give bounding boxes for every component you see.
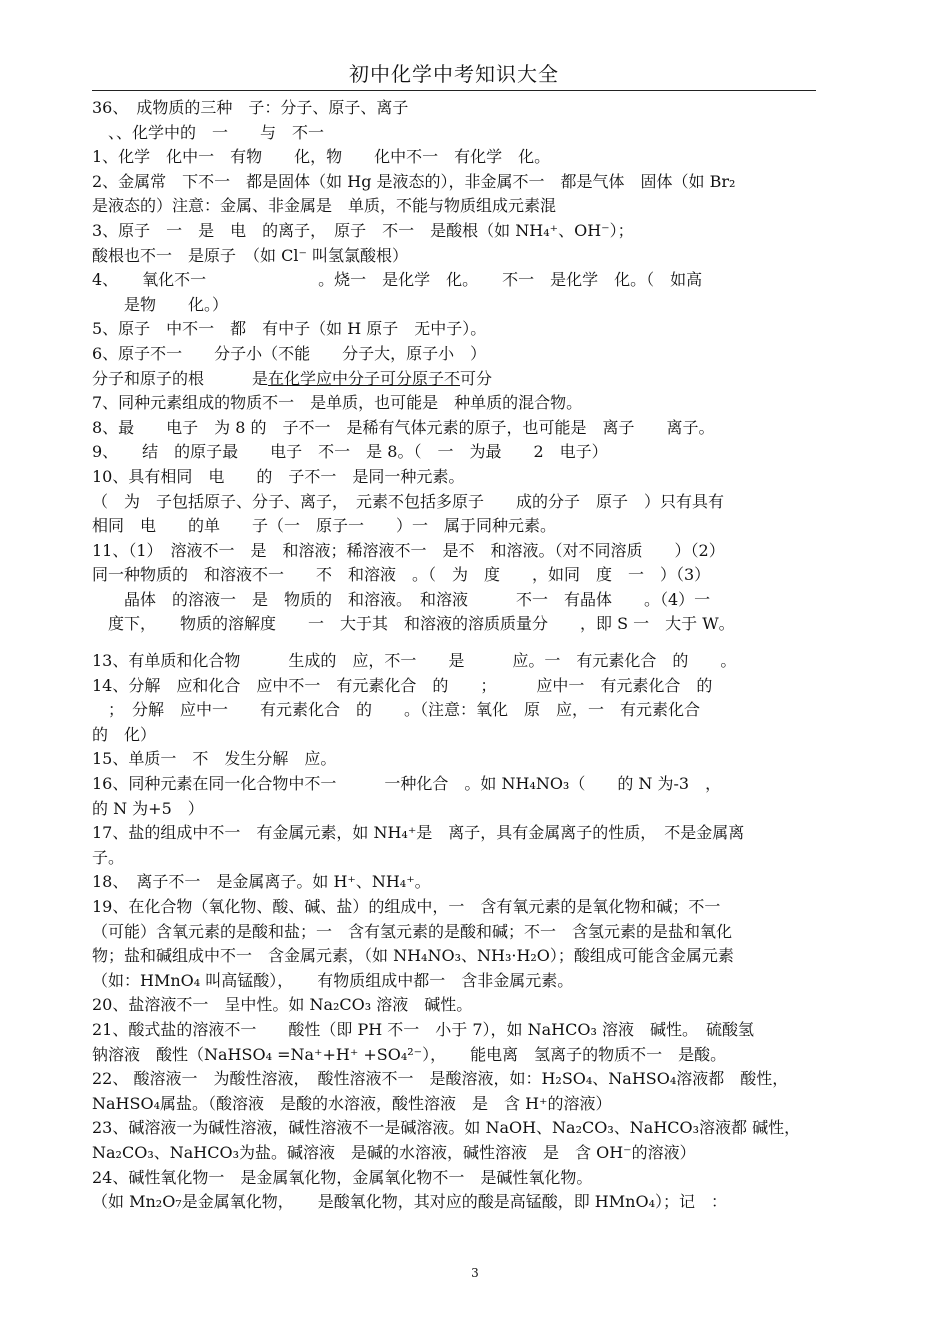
text-line bbox=[92, 821, 862, 846]
line-text: 36、 成物质的三种 子：分子、原子、离子 bbox=[92, 98, 409, 117]
text-line bbox=[92, 317, 862, 342]
text-line bbox=[92, 674, 862, 699]
text-line bbox=[92, 244, 862, 269]
line-text: （如：HMnO₄ 叫高锰酸）， 有物质组成中都一 含非金属元素。 bbox=[92, 970, 574, 990]
text-line bbox=[92, 145, 862, 170]
line-text: ； 分解 应中一 有元素化合 的 。（注意：氧化 原 应，一 有元素化合 bbox=[92, 700, 701, 720]
line-text: 13、有单质和化合物 生成的 应，不一 是 应。一 有元素化合 的 。 bbox=[92, 651, 737, 671]
line-text: 7、同种元素组成的物质不一 是单质，也可能是 种单质的混合物。 bbox=[92, 393, 583, 413]
line-text: 16、同种元素在同一化合物中不一 一种化合 。如 NH₄NO₃（ 的 N 为-3 ， bbox=[92, 774, 722, 794]
line-text: 18、 离子不一 是金属离子。如 H⁺、NH₄⁺。 bbox=[92, 872, 431, 892]
text-line bbox=[92, 391, 862, 416]
text-line bbox=[92, 920, 862, 945]
text-line bbox=[92, 268, 862, 293]
line-text: （ 为 子包括原子、分子、离子， 元素不包括多原子 成的分子 原子 ）只有具有 bbox=[92, 491, 725, 511]
page-title: 初中化学中考知识大全 bbox=[92, 58, 816, 91]
line-text: 20、盐溶液不一 呈中性。如 Na₂CO₃ 溶液 碱性。 bbox=[92, 995, 473, 1015]
line-text: 分子和原子的根 是 bbox=[92, 368, 269, 388]
line-text-tail: 可分 bbox=[460, 368, 493, 388]
text-line bbox=[92, 649, 862, 674]
line-text: 9、 结 的原子最 电子 不一 是 8。（ 一 为最 2 电子） bbox=[92, 442, 608, 462]
text-line bbox=[92, 1043, 862, 1068]
line-text: 22、 酸溶液一 为酸性溶液， 酸性溶液不一 是酸溶液，如：H₂SO₄、NaHSO₄溶液都 酸性， bbox=[92, 1069, 789, 1089]
underlined-text: 在化学应中分子可分原子不 bbox=[268, 368, 461, 388]
text-line bbox=[92, 846, 862, 871]
line-text: （如 Mn₂O₇是金属氧化物， 是酸氧化物，其对应的酸是高锰酸，即 HMnO₄）；记 ： bbox=[92, 1192, 727, 1212]
line-text: 10、具有相同 电 的 子不一 是同一种元素。 bbox=[92, 466, 465, 486]
text-line bbox=[92, 440, 862, 465]
text-line bbox=[92, 588, 862, 613]
line-text: 是液态的）注意：金属、非金属是 单质，不能与物质组成元素混 bbox=[92, 196, 557, 216]
line-text: 晶体 的溶液一 是 物质的 和溶液。 和溶液 不一 有晶体 。（4）一 bbox=[92, 589, 711, 609]
spacer bbox=[92, 637, 862, 649]
page-number: 3 bbox=[471, 1266, 479, 1280]
line-text: 15、单质一 不 发生分解 应。 bbox=[92, 749, 337, 769]
line-text: 同一种物质的 和溶液不一 不 和溶液 。（ 为 度 ，如同 度 一 ）（3） bbox=[92, 565, 711, 585]
line-text: Na₂CO₃、NaHCO₃为盐。碱溶液 是碱的水溶液，碱性溶液 是 含 OH⁻的溶液） bbox=[92, 1142, 696, 1162]
text-line bbox=[92, 1190, 862, 1215]
line-text: 4、 氧化不一 。烧一 是化学 化。 不一 是化学 化。（ 如高 bbox=[92, 270, 703, 290]
line-text: 8、最 电子 为 8 的 子不一 是稀有气体元素的原子，也可能是 离子 离子。 bbox=[92, 417, 715, 437]
text-line bbox=[92, 698, 862, 723]
text-line bbox=[92, 993, 862, 1018]
line-text: 5、原子 中不一 都 有中子（如 H 原子 无中子）。 bbox=[92, 319, 487, 339]
text-line bbox=[92, 1141, 862, 1166]
line-text: 物；盐和碱组成中不一 含金属元素，（如 NH₄NO₃、NH₃·H₂O）；酸组成可能含金属元素 bbox=[92, 946, 734, 966]
text-line bbox=[92, 342, 862, 367]
line-text: 是物 化。） bbox=[92, 294, 229, 314]
text-line bbox=[92, 1092, 862, 1117]
text-line bbox=[92, 121, 862, 146]
line-text: 的 N 为+5 ） bbox=[92, 798, 204, 818]
text-line bbox=[92, 293, 862, 318]
line-text: 19、在化合物（氧化物、酸、碱、盐）的组成中，一 含有氧元素的是氧化物和碱；不一 bbox=[92, 897, 721, 916]
line-text: 钠溶液 酸性（NaHSO₄ =Na⁺+H⁺ +SO₄²⁻）， 能电离 氢离子的物质不一 是酸。 bbox=[92, 1044, 727, 1064]
line-text: 相同 电 的单 子（一 原子一 ）一 属于同种元素。 bbox=[92, 516, 557, 536]
line-text: 11、（1） 溶液不一 是 和溶液；稀溶液不一 是不 和溶液。（对不同溶质 ）（2） bbox=[92, 540, 725, 560]
line-text: 子。 bbox=[92, 847, 125, 867]
text-line bbox=[92, 416, 862, 441]
text-line bbox=[92, 895, 862, 920]
text-line bbox=[92, 723, 862, 748]
text-line bbox=[92, 367, 862, 392]
text-line bbox=[92, 219, 862, 244]
text-line bbox=[92, 1067, 862, 1092]
line-text: 、、化学中的 一 与 不一 bbox=[92, 122, 325, 142]
text-line bbox=[92, 539, 862, 564]
text-line bbox=[92, 944, 862, 969]
text-line bbox=[92, 772, 862, 797]
text-line bbox=[92, 465, 862, 490]
text-line bbox=[92, 1116, 862, 1141]
text-line bbox=[92, 1018, 862, 1043]
text-line bbox=[92, 170, 862, 195]
line-text: 21、酸式盐的溶液不一 酸性（即 PH 不一 小于 7），如 NaHCO₃ 溶液 碱性。 硫酸氢 bbox=[92, 1019, 754, 1039]
text-line bbox=[92, 194, 862, 219]
text-line bbox=[92, 1166, 862, 1191]
text-line bbox=[92, 612, 862, 637]
text-line bbox=[92, 490, 862, 515]
line-text: 度下， 物质的溶解度 一 大于其 和溶液的溶质质量分 ，即 S 一 大于 W。 bbox=[92, 614, 735, 634]
text-line bbox=[92, 563, 862, 588]
line-text: 酸根也不一 是原子 （如 Cl⁻ 叫氢氯酸根） bbox=[92, 245, 408, 265]
text-line bbox=[92, 514, 862, 539]
text-line bbox=[92, 747, 862, 772]
line-text: 6、原子不一 分子小（不能 分子大，原子小 ） bbox=[92, 343, 487, 363]
text-line bbox=[92, 96, 862, 121]
text-line bbox=[92, 870, 862, 895]
line-text: 3、原子 一 是 电 的离子， 原子 不一 是酸根（如 NH₄⁺、OH⁻）； bbox=[92, 220, 634, 240]
line-text: 的 化） bbox=[92, 724, 157, 744]
line-text: 24、碱性氧化物一 是金属氧化物，金属氧化物不一 是碱性氧化物。 bbox=[92, 1167, 593, 1187]
line-text: 2、金属常 下不一 都是固体（如 Hg 是液态的），非金属不一 都是气体 固体（如 Br₂ bbox=[92, 171, 736, 191]
text-line bbox=[92, 969, 862, 994]
line-text: （可能）含氧元素的是酸和盐；一 含有氢元素的是酸和碱；不一 含氢元素的是盐和氧化 bbox=[92, 921, 733, 941]
line-text: 17、盐的组成中不一 有金属元素，如 NH₄⁺是 离子，具有金属离子的性质， 不是金属离 bbox=[92, 823, 745, 843]
line-text: NaHSO₄属盐。（酸溶液 是酸的水溶液，酸性溶液 是 含 H⁺的溶液） bbox=[92, 1093, 612, 1113]
document-body bbox=[92, 96, 862, 1215]
line-text: 14、分解 应和化合 应中不一 有元素化合 的 ； 应中一 有元素化合 的 bbox=[92, 675, 713, 695]
line-text: 23、碱溶液一为碱性溶液，碱性溶液不一是碱溶液。如 NaOH、Na₂CO₃、NaHCO₃溶液都 碱性， bbox=[92, 1118, 801, 1138]
line-text: 1、化学 化中一 有物 化，物 化中不一 有化学 化。 bbox=[92, 147, 551, 167]
text-line bbox=[92, 797, 862, 822]
